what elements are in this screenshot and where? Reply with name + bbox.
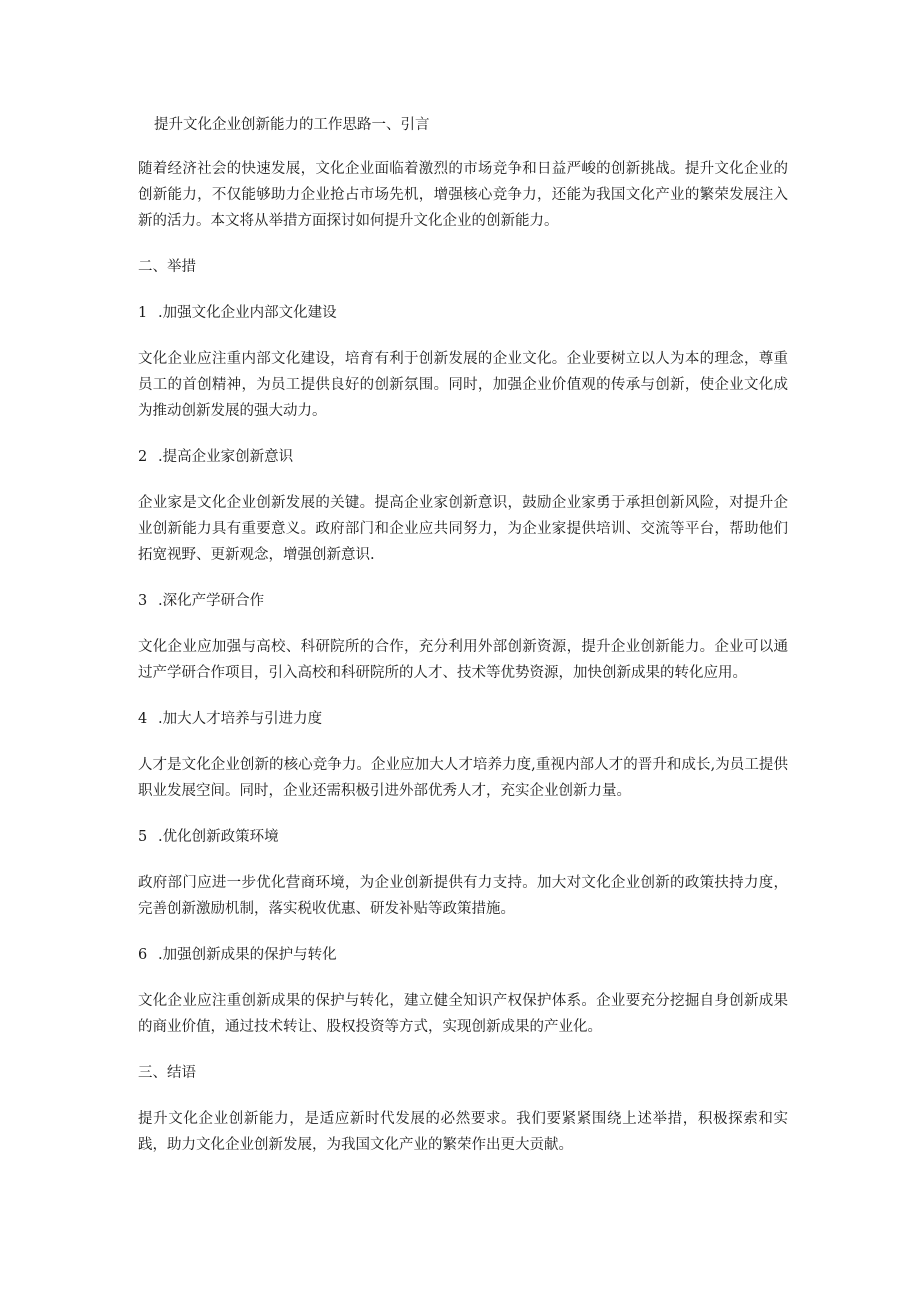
measure-body-5: 政府部门应进一步优化营商环境，为企业创新提供有力支持。加大对文化企业创新的政策扶持力度，完善创新激励机制，落实税收优惠、研发补贴等政策措施。 [138,875,788,917]
measure-title: .加大人才培养与引进力度 [158,711,323,727]
measure-number: 5 [138,829,148,845]
measure-number: 2 [138,449,148,465]
measure-heading-6 [138,942,788,968]
conclusion-paragraph: 提升文化企业创新能力，是适应新时代发展的必然要求。我们要紧紧围绕上述举措，积极探索和实践，助力文化企业创新发展，为我国文化产业的繁荣作出更大贡献。 [138,1111,788,1153]
measure-body-2: 企业家是文化企业创新发展的关键。提高企业家创新意识，鼓励企业家勇于承担创新风险，对提升企业创新能力具有重要意义。政府部门和企业应共同努力，为企业家提供培训、交流等平台，帮助他们拓宽视野、更新观念，增强创新意识. [138,495,788,563]
measure-number: 4 [138,711,148,727]
measure-title: .加强创新成果的保护与转化 [158,947,337,963]
measure-heading-1 [138,300,788,326]
measure-heading-3 [138,588,788,614]
measure-heading-5 [138,824,788,850]
measure-body-6: 文化企业应注重创新成果的保护与转化，建立健全知识产权保护体系。企业要充分挖掘自身创新成果的商业价值，通过技术转让、股权投资等方式，实现创新成果的产业化。 [138,993,788,1035]
measure-number: 6 [138,947,148,963]
measure-heading-2 [138,444,788,470]
measure-title: .深化产学研合作 [158,593,265,609]
measure-title: .加强文化企业内部文化建设 [158,305,337,321]
measure-heading-4 [138,706,788,732]
document-page [138,112,788,1178]
measure-body-3: 文化企业应加强与高校、科研院所的合作，充分利用外部创新资源，提升企业创新能力。企业可以通过产学研合作项目，引入高校和科研院所的人才、技术等优势资源，加快创新成果的转化应用。 [138,639,788,681]
measure-title: .优化创新政策环境 [158,829,279,845]
measure-number: 1 [138,305,148,321]
intro-paragraph: 随着经济社会的快速发展，文化企业面临着激烈的市场竞争和日益严峻的创新挑战。提升文化企业的创新能力，不仅能够助力企业抢占市场先机，增强核心竞争力，还能为我国文化产业的繁荣发展注入新的活力。本文将从举措方面探讨如何提升文化企业的创新能力。 [138,161,788,229]
measure-number: 3 [138,593,148,609]
measure-title: .提高企业家创新意识 [158,449,294,465]
section-heading-conclusion: 三、结语 [138,1065,196,1081]
document-title: 提升文化企业创新能力的工作思路一、引言 [154,117,430,133]
section-heading-measures: 二、举措 [138,259,196,275]
measure-body-1: 文化企业应注重内部文化建设，培育有利于创新发展的企业文化。企业要树立以人为本的理念，尊重员工的首创精神，为员工提供良好的创新氛围。同时，加强企业价值观的传承与创新，使企业文化成为推动创新发展的强大动力。 [138,351,788,419]
measure-body-4: 人才是文化企业创新的核心竞争力。企业应加大人才培养力度,重视内部人才的晋升和成长,为员工提供职业发展空间。同时，企业还需积极引进外部优秀人才，充实企业创新力量。 [138,757,788,799]
